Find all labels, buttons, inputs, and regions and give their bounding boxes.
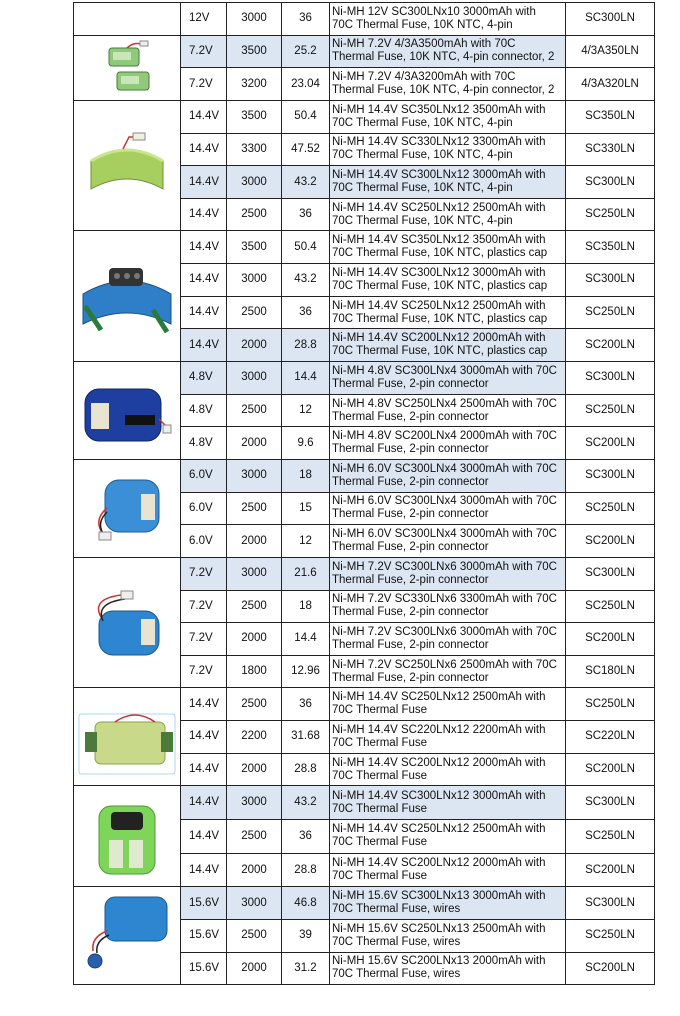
description-cell: [330, 952, 566, 985]
capacity-cell: 2500: [227, 394, 282, 427]
voltage-cell: 14.4V: [181, 721, 227, 754]
description-line: Ni-MH 14.4V SC300LNx12 3000mAh with: [332, 789, 546, 802]
model-cell: SC300LN: [566, 166, 655, 199]
description-line: 70C Thermal Fuse, wires: [332, 903, 461, 916]
blue-6-cell-pack-image: [74, 557, 181, 688]
model-cell: SC300LN: [566, 459, 655, 492]
description-line: Ni-MH 12V SC300LNx10 3000mAh with: [332, 5, 536, 18]
voltage-cell: 6.0V: [181, 459, 227, 492]
description-line: Ni-MH 14.4V SC250LNx12 2500mAh with: [332, 691, 546, 704]
energy-cell: 46.8: [282, 887, 330, 920]
energy-cell: 12.96: [282, 655, 330, 688]
voltage-cell: 4.8V: [181, 427, 227, 460]
description-cell: [330, 920, 566, 953]
capacity-cell: 3300: [227, 133, 282, 166]
description-line: 70C Thermal Fuse, 10K NTC, plastics cap: [332, 345, 548, 358]
description-line: Ni-MH 7.2V SC250LNx6 2500mAh with 70C: [332, 658, 557, 671]
voltage-cell: 14.4V: [181, 786, 227, 820]
energy-cell: 31.68: [282, 721, 330, 754]
voltage-cell: 4.8V: [181, 362, 227, 395]
description-line: Ni-MH 6.0V SC300LNx4 3000mAh with 70C: [332, 462, 557, 475]
description-line: Ni-MH 14.4V SC350LNx12 3500mAh with: [332, 234, 546, 247]
capacity-cell: 3500: [227, 100, 282, 133]
description-line: 70C Thermal Fuse: [332, 836, 428, 849]
description-line: Ni-MH 7.2V SC300LNx6 3000mAh with 70C: [332, 625, 557, 638]
description-line: Thermal Fuse, 2-pin connector: [332, 508, 489, 521]
capacity-cell: 2500: [227, 198, 282, 231]
capacity-cell: 2000: [227, 853, 282, 887]
description-line: Ni-MH 14.4V SC250LNx12 2500mAh with: [332, 201, 546, 214]
description-line: Thermal Fuse, 2-pin connector: [332, 671, 489, 684]
description-cell: [330, 590, 566, 623]
capacity-cell: 2000: [227, 329, 282, 362]
description-cell: [330, 820, 566, 854]
description-cell: [330, 329, 566, 362]
description-line: Ni-MH 14.4V SC200LNx12 2000mAh with: [332, 857, 546, 870]
model-cell: SC200LN: [566, 329, 655, 362]
voltage-cell: 7.2V: [181, 655, 227, 688]
energy-cell: 43.2: [282, 786, 330, 820]
model-cell: SC300LN: [566, 786, 655, 820]
description-cell: [330, 35, 566, 68]
model-cell: SC250LN: [566, 492, 655, 525]
voltage-cell: 14.4V: [181, 329, 227, 362]
voltage-cell: 12V: [181, 3, 227, 36]
description-line: Ni-MH 7.2V SC330LNx6 3300mAh with 70C: [332, 593, 557, 606]
model-cell: SC220LN: [566, 721, 655, 754]
blue-curved-pack-plastic-cap-image: [74, 231, 181, 362]
description-line: 70C Thermal Fuse, 10K NTC, 4-pin: [332, 149, 513, 162]
energy-cell: 36: [282, 3, 330, 36]
description-cell: [330, 853, 566, 887]
energy-cell: 36: [282, 198, 330, 231]
voltage-cell: 14.4V: [181, 853, 227, 887]
model-cell: SC200LN: [566, 525, 655, 558]
table-row: [74, 35, 655, 68]
voltage-cell: 6.0V: [181, 525, 227, 558]
model-cell: SC250LN: [566, 296, 655, 329]
model-cell: SC350LN: [566, 100, 655, 133]
voltage-cell: 7.2V: [181, 590, 227, 623]
energy-cell: 14.4: [282, 623, 330, 656]
energy-cell: 14.4: [282, 362, 330, 395]
voltage-cell: 14.4V: [181, 231, 227, 264]
model-cell: SC200LN: [566, 853, 655, 887]
description-line: 70C Thermal Fuse, 10K NTC, plastics cap: [332, 279, 548, 292]
table-row: [74, 557, 655, 590]
capacity-cell: 3000: [227, 3, 282, 36]
two-small-green-packs-image: [74, 35, 181, 100]
description-line: Thermal Fuse, 2-pin connector: [332, 443, 489, 456]
table-row: [74, 688, 655, 721]
capacity-cell: 3500: [227, 231, 282, 264]
description-line: Ni-MH 14.4V SC300LNx12 3000mAh with: [332, 169, 546, 182]
description-line: Thermal Fuse, 2-pin connector: [332, 410, 489, 423]
capacity-cell: 1800: [227, 655, 282, 688]
voltage-cell: 14.4V: [181, 688, 227, 721]
description-cell: [330, 721, 566, 754]
description-line: 70C Thermal Fuse: [332, 736, 428, 749]
voltage-cell: 7.2V: [181, 68, 227, 101]
capacity-cell: 3000: [227, 264, 282, 297]
description-line: 70C Thermal Fuse, wires: [332, 968, 461, 981]
description-cell: [330, 133, 566, 166]
description-line: Ni-MH 14.4V SC330LNx12 3300mAh with: [332, 136, 546, 149]
voltage-cell: 14.4V: [181, 198, 227, 231]
energy-cell: 25.2: [282, 35, 330, 68]
description-cell: [330, 427, 566, 460]
table-row: [74, 887, 655, 920]
description-line: 70C Thermal Fuse, 10K NTC, 4-pin: [332, 18, 513, 31]
table-body: [74, 3, 655, 985]
description-cell: [330, 887, 566, 920]
description-line: Ni-MH 14.4V SC220LNx12 2200mAh with: [332, 723, 546, 736]
description-line: Ni-MH 15.6V SC250LNx13 2500mAh with: [332, 922, 546, 935]
description-line: Thermal Fuse, 2-pin connector: [332, 541, 489, 554]
blue-5-cell-pack-image: [74, 459, 181, 557]
voltage-cell: 14.4V: [181, 820, 227, 854]
description-line: Ni-MH 4.8V SC300LNx4 3000mAh with 70C: [332, 364, 557, 377]
description-line: 70C Thermal Fuse, 10K NTC, plastics cap: [332, 312, 548, 325]
description-cell: [330, 623, 566, 656]
description-line: Ni-MH 4.8V SC200LNx4 2000mAh with 70C: [332, 430, 557, 443]
energy-cell: 31.2: [282, 952, 330, 985]
voltage-cell: 14.4V: [181, 166, 227, 199]
model-cell: 4/3A350LN: [566, 35, 655, 68]
description-cell: [330, 655, 566, 688]
description-cell: [330, 492, 566, 525]
table-row: [74, 3, 655, 36]
capacity-cell: 3000: [227, 557, 282, 590]
model-cell: SC250LN: [566, 688, 655, 721]
energy-cell: 28.8: [282, 853, 330, 887]
voltage-cell: 14.4V: [181, 753, 227, 786]
capacity-cell: 3200: [227, 68, 282, 101]
energy-cell: 47.52: [282, 133, 330, 166]
table-row: [74, 362, 655, 395]
energy-cell: 43.2: [282, 264, 330, 297]
description-line: 70C Thermal Fuse, 10K NTC, 4-pin: [332, 214, 513, 227]
description-line: Ni-MH 14.4V SC250LNx12 2500mAh with: [332, 823, 546, 836]
description-line: Ni-MH 15.6V SC200LNx13 2000mAh with: [332, 955, 546, 968]
model-cell: SC250LN: [566, 920, 655, 953]
model-cell: SC200LN: [566, 753, 655, 786]
voltage-cell: 14.4V: [181, 264, 227, 297]
energy-cell: 9.6: [282, 427, 330, 460]
capacity-cell: 3000: [227, 362, 282, 395]
description-line: Thermal Fuse, 10K NTC, 4-pin connector, 2: [332, 84, 555, 97]
battery-spec-table: [73, 2, 655, 985]
capacity-cell: 2200: [227, 721, 282, 754]
voltage-cell: 7.2V: [181, 623, 227, 656]
energy-cell: 23.04: [282, 68, 330, 101]
energy-cell: 36: [282, 820, 330, 854]
capacity-cell: 3500: [227, 35, 282, 68]
capacity-cell: 2500: [227, 590, 282, 623]
energy-cell: 21.6: [282, 557, 330, 590]
capacity-cell: 3000: [227, 887, 282, 920]
table-row: [74, 786, 655, 820]
blue-13-cell-pack-wires-image: [74, 887, 181, 985]
description-line: Ni-MH 6.0V SC300LNx4 3000mAh with 70C: [332, 528, 557, 541]
capacity-cell: 2000: [227, 623, 282, 656]
capacity-cell: 2000: [227, 427, 282, 460]
description-line: 70C Thermal Fuse, 10K NTC, 4-pin: [332, 182, 513, 195]
description-line: Thermal Fuse, 10K NTC, 4-pin connector, 2: [332, 51, 555, 64]
table-row: [74, 231, 655, 264]
energy-cell: 12: [282, 525, 330, 558]
description-line: 70C Thermal Fuse, 10K NTC, 4-pin: [332, 116, 513, 129]
description-line: 70C Thermal Fuse: [332, 769, 428, 782]
description-cell: [330, 394, 566, 427]
energy-cell: 50.4: [282, 231, 330, 264]
description-line: 70C Thermal Fuse: [332, 870, 428, 883]
description-cell: [330, 753, 566, 786]
table-row: [74, 459, 655, 492]
voltage-cell: 14.4V: [181, 100, 227, 133]
description-cell: [330, 68, 566, 101]
energy-cell: 36: [282, 296, 330, 329]
voltage-cell: 15.6V: [181, 952, 227, 985]
energy-cell: 12: [282, 394, 330, 427]
description-cell: [330, 264, 566, 297]
capacity-cell: 2000: [227, 952, 282, 985]
description-line: Ni-MH 7.2V 4/3A3200mAh with 70C: [332, 71, 516, 84]
model-cell: SC200LN: [566, 427, 655, 460]
energy-cell: 28.8: [282, 329, 330, 362]
capacity-cell: 2000: [227, 753, 282, 786]
model-cell: 4/3A320LN: [566, 68, 655, 101]
capacity-cell: 2500: [227, 688, 282, 721]
description-line: Ni-MH 14.4V SC350LNx12 3500mAh with: [332, 103, 546, 116]
description-line: Ni-MH 14.4V SC200LNx12 2000mAh with: [332, 756, 546, 769]
description-line: Ni-MH 7.2V 4/3A3500mAh with 70C: [332, 38, 516, 51]
description-line: Thermal Fuse, 2-pin connector: [332, 606, 489, 619]
energy-cell: 28.8: [282, 753, 330, 786]
model-cell: SC300LN: [566, 887, 655, 920]
battery-pack-top-partial-image: [74, 3, 181, 36]
description-cell: [330, 786, 566, 820]
description-cell: [330, 231, 566, 264]
voltage-cell: 4.8V: [181, 394, 227, 427]
capacity-cell: 3000: [227, 786, 282, 820]
description-line: Thermal Fuse, 2-pin connector: [332, 475, 489, 488]
description-line: Ni-MH 4.8V SC250LNx4 2500mAh with 70C: [332, 397, 557, 410]
description-line: Ni-MH 15.6V SC300LNx13 3000mAh with: [332, 890, 546, 903]
description-line: 70C Thermal Fuse, wires: [332, 935, 461, 948]
description-line: Ni-MH 7.2V SC300LNx6 3000mAh with 70C: [332, 560, 557, 573]
voltage-cell: 15.6V: [181, 920, 227, 953]
capacity-cell: 2500: [227, 492, 282, 525]
green-pack-black-clip-image: [74, 786, 181, 887]
voltage-cell: 7.2V: [181, 557, 227, 590]
description-line: Thermal Fuse, 2-pin connector: [332, 638, 489, 651]
description-line: Thermal Fuse, 2-pin connector: [332, 573, 489, 586]
table-row: [74, 100, 655, 133]
model-cell: SC250LN: [566, 820, 655, 854]
model-cell: SC330LN: [566, 133, 655, 166]
model-cell: SC350LN: [566, 231, 655, 264]
energy-cell: 15: [282, 492, 330, 525]
capacity-cell: 2500: [227, 296, 282, 329]
yellow-green-pack-image: [74, 688, 181, 786]
capacity-cell: 2500: [227, 820, 282, 854]
energy-cell: 39: [282, 920, 330, 953]
green-curved-14v-pack-image: [74, 100, 181, 231]
description-line: Thermal Fuse, 2-pin connector: [332, 377, 489, 390]
model-cell: SC200LN: [566, 623, 655, 656]
description-cell: [330, 3, 566, 36]
description-cell: [330, 525, 566, 558]
description-cell: [330, 688, 566, 721]
model-cell: SC250LN: [566, 394, 655, 427]
model-cell: SC180LN: [566, 655, 655, 688]
voltage-cell: 6.0V: [181, 492, 227, 525]
energy-cell: 43.2: [282, 166, 330, 199]
capacity-cell: 2000: [227, 525, 282, 558]
voltage-cell: 14.4V: [181, 296, 227, 329]
description-cell: [330, 459, 566, 492]
capacity-cell: 3000: [227, 166, 282, 199]
capacity-cell: 3000: [227, 459, 282, 492]
model-cell: SC250LN: [566, 590, 655, 623]
model-cell: SC250LN: [566, 198, 655, 231]
description-cell: [330, 198, 566, 231]
energy-cell: 50.4: [282, 100, 330, 133]
energy-cell: 18: [282, 459, 330, 492]
description-line: 70C Thermal Fuse, 10K NTC, plastics cap: [332, 247, 548, 260]
energy-cell: 36: [282, 688, 330, 721]
model-cell: SC300LN: [566, 264, 655, 297]
description-cell: [330, 100, 566, 133]
description-cell: [330, 166, 566, 199]
description-line: 70C Thermal Fuse: [332, 802, 428, 815]
model-cell: SC200LN: [566, 952, 655, 985]
voltage-cell: 7.2V: [181, 35, 227, 68]
description-line: 70C Thermal Fuse: [332, 704, 428, 717]
blue-4-cell-pack-image: [74, 362, 181, 460]
description-line: Ni-MH 6.0V SC300LNx4 3000mAh with 70C: [332, 495, 557, 508]
voltage-cell: 15.6V: [181, 887, 227, 920]
model-cell: SC300LN: [566, 362, 655, 395]
description-line: Ni-MH 14.4V SC250LNx12 2500mAh with: [332, 299, 546, 312]
model-cell: SC300LN: [566, 3, 655, 36]
energy-cell: 18: [282, 590, 330, 623]
description-line: Ni-MH 14.4V SC200LNx12 2000mAh with: [332, 332, 546, 345]
description-cell: [330, 296, 566, 329]
capacity-cell: 2500: [227, 920, 282, 953]
description-cell: [330, 362, 566, 395]
description-line: Ni-MH 14.4V SC300LNx12 3000mAh with: [332, 266, 546, 279]
voltage-cell: 14.4V: [181, 133, 227, 166]
description-cell: [330, 557, 566, 590]
model-cell: SC300LN: [566, 557, 655, 590]
